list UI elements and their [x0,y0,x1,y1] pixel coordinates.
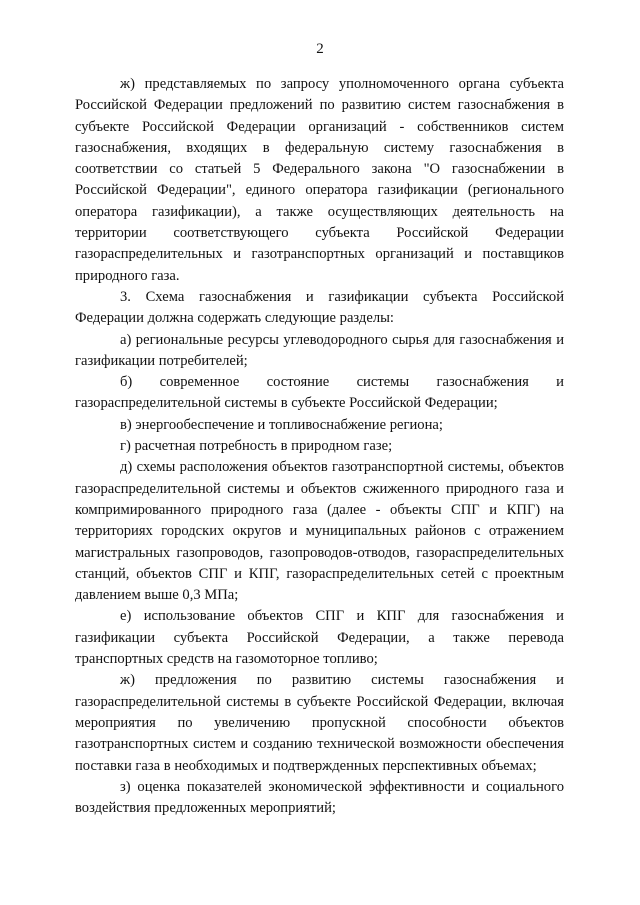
paragraph-zh-development: ж) предложения по развитию системы газоснабжения и газораспределительной системы в субъекте Российской Федерации, включая мероприятия по увеличению пропускной способности объектов газотранспортных систем и созданию технической возможности обеспечения поставки газа в необходимых и подтвержденных перспективных объемах; [75,672,564,774]
paragraph-d-layout-schemes: д) схемы расположения объектов газотранспортной системы, объектов газораспределительной системы и объектов сжиженного природного газа и компримированного природного газа (далее - объекты СПГ и КПГ) на территориях городских округов и муниципальных районов с отражением магистральных газопроводов, газопроводов-отводов, газораспределительных станций, объектов СПГ и КПГ, газораспределительных сетей с проектным давлением выше 0,3 МПа; [75,459,564,604]
paragraph-section-3: 3. Схема газоснабжения и газификации субъекта Российской Федерации должна содержать следующие разделы: [75,288,564,327]
paragraph-g-gas-demand: г) расчетная потребность в природном газе; [120,438,393,455]
paragraph-z-efficiency: з) оценка показателей экономической эффективности и социального воздействия предложенных мероприятий; [75,778,564,817]
paragraph-zh-proposals: ж) представляемых по запросу уполномоченного органа субъекта Российской Федерации предложений по развитию систем газоснабжения в субъекте Российской Федерации организаций - собственников систем газоснабжения, входящих в федеральную систему газоснабжения в соответствии со статьей 5 Федерального закона "О газоснабжении в Российской Федерации", единого оператора газификации (регионального оператора газификации), а также осуществляющих деятельность на территории соответствующего субъекта Российской Федерации газораспределительных и газотранспортных организаций и поставщиков природного газа. [75,76,564,284]
paragraph-b-current-state: б) современное состояние системы газоснабжения и газораспределительной системы в субъекте Российской Федерации; [75,374,564,412]
page-number: 2 [316,41,324,57]
document-body [75,74,564,819]
paragraph-v-energy-supply: в) энергообеспечение и топливоснабжение региона; [120,416,443,433]
paragraph-e-lng-cng-use: е) использование объектов СПГ и КПГ для газоснабжения и газификации субъекта Российской Федерации, а также перевода транспортных средств на газомоторное топливо; [75,608,564,668]
paragraph-a-resources: а) региональные ресурсы углеводородного сырья для газоснабжения и газификации потребителей; [75,331,564,369]
